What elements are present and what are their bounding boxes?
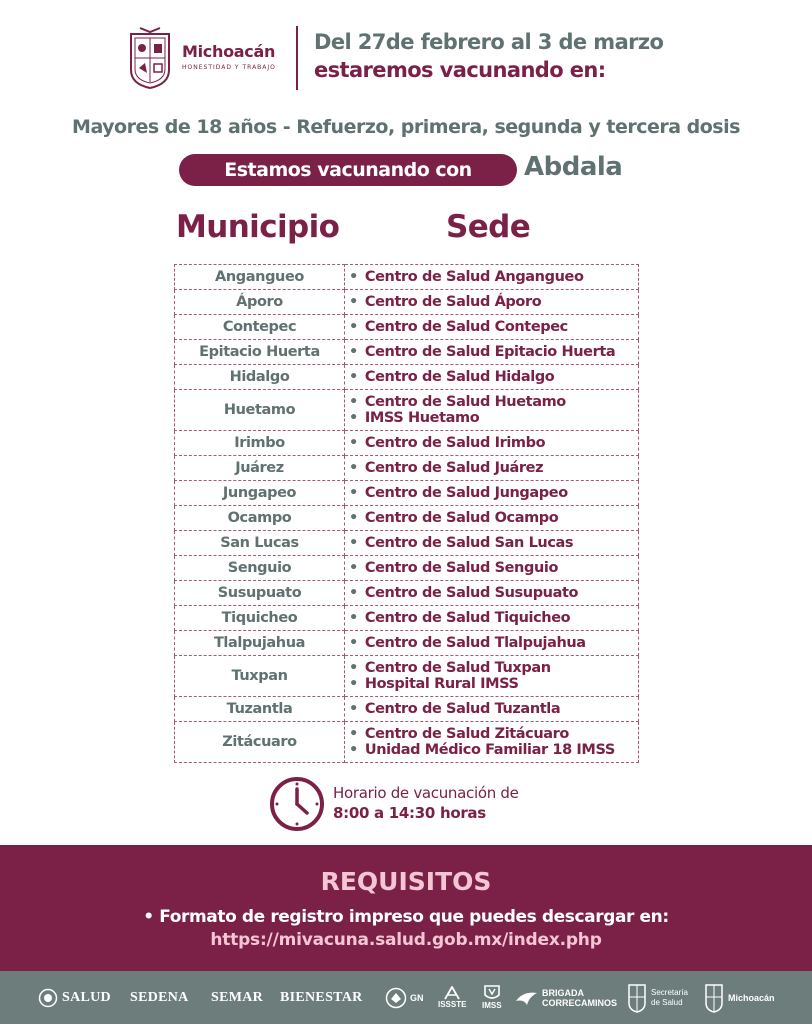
correcaminos-bird-icon: [515, 989, 539, 1007]
sede-cell: [345, 265, 639, 290]
gobierno-michoacan-logo: Michoacán: [704, 971, 775, 1024]
municipio-cell: Tuxpan: [175, 656, 345, 697]
issste-logo: ISSSTE: [438, 971, 466, 1024]
sede-cell: [345, 290, 639, 315]
sedena-logo: SEDENA: [130, 989, 189, 1005]
sede-item: • Centro de Salud Ocampo: [349, 510, 638, 526]
municipio-cell: Zitácuaro: [175, 722, 345, 763]
sede-cell: [345, 431, 639, 456]
imss-emblem-icon: [483, 985, 501, 1001]
table-row: [175, 606, 639, 631]
semar-logo: SEMAR: [211, 989, 264, 1005]
municipio-cell: Tuzantla: [175, 697, 345, 722]
state-motto: HONESTIDAD Y TRABAJO: [182, 64, 276, 71]
table-row: [175, 722, 639, 763]
table-row: [175, 431, 639, 456]
table-row: [175, 290, 639, 315]
municipio-cell: Susupuato: [175, 581, 345, 606]
sede-item: • Centro de Salud San Lucas: [349, 535, 638, 551]
state-name: Michoacán: [182, 42, 276, 61]
gn-logo: GN: [385, 971, 424, 1024]
imss-logo: IMSS: [482, 971, 502, 1024]
sede-cell: [345, 722, 639, 763]
column-header-sede: Sede: [446, 209, 531, 245]
header-divider: [296, 26, 298, 90]
registration-link[interactable]: https://mivacuna.salud.gob.mx/index.php: [210, 930, 602, 950]
sede-cell: [345, 390, 639, 431]
sede-cell: [345, 631, 639, 656]
sede-cell: [345, 481, 639, 506]
sede-cell: [345, 581, 639, 606]
sede-item: • IMSS Huetamo: [349, 410, 638, 426]
sede-item: • Centro de Salud Senguio: [349, 560, 638, 576]
municipio-cell: Hidalgo: [175, 365, 345, 390]
requirements-title: REQUISITOS: [320, 867, 492, 896]
schedule-hours: 8:00 a 14:30 horas: [333, 804, 486, 822]
municipio-cell: Tlalpujahua: [175, 631, 345, 656]
requirements-item: • Formato de registro impreso que puedes descargar en:: [143, 907, 669, 927]
table-row: [175, 456, 639, 481]
table-row: [175, 390, 639, 431]
table-row: [175, 581, 639, 606]
sede-item: • Centro de Salud Irimbo: [349, 435, 638, 451]
sede-item: • Centro de Salud Hidalgo: [349, 369, 638, 385]
headline: estaremos vacunando en:: [314, 58, 606, 82]
table-row: [175, 340, 639, 365]
issste-emblem-icon: [443, 986, 461, 1000]
state-shield-icon: [627, 983, 647, 1013]
sede-item: • Centro de Salud Huetamo: [349, 394, 638, 410]
sede-cell: [345, 506, 639, 531]
municipio-cell: Senguio: [175, 556, 345, 581]
michoacan-shield-icon: [704, 983, 724, 1013]
date-range: Del 27de febrero al 3 de marzo: [314, 30, 664, 54]
audience-text: Mayores de 18 años - Refuerzo, primera, segunda y tercera dosis: [72, 116, 740, 138]
vaccination-sites-table: [174, 264, 639, 763]
sede-cell: [345, 697, 639, 722]
sede-item: • Centro de Salud Tuxpan: [349, 660, 638, 676]
sede-item: • Unidad Médico Familiar 18 IMSS: [349, 742, 638, 758]
municipio-cell: Juárez: [175, 456, 345, 481]
table-row: [175, 365, 639, 390]
sede-item: • Hospital Rural IMSS: [349, 676, 638, 692]
sede-item: • Centro de Salud Susupuato: [349, 585, 638, 601]
column-header-municipio: Municipio: [176, 209, 340, 245]
clock-icon: [268, 775, 326, 833]
sede-cell: [345, 656, 639, 697]
guardia-nacional-emblem-icon: [385, 987, 407, 1009]
sede-item: • Centro de Salud Epitacio Huerta: [349, 344, 638, 360]
bienestar-logo: BIENESTAR: [280, 989, 363, 1005]
sede-item: • Centro de Salud Angangueo: [349, 269, 638, 285]
table-row: [175, 506, 639, 531]
municipio-cell: Contepec: [175, 315, 345, 340]
table-row: [175, 656, 639, 697]
schedule-label: Horario de vacunación de: [333, 784, 519, 802]
sede-cell: [345, 531, 639, 556]
sede-cell: [345, 340, 639, 365]
table-row: [175, 265, 639, 290]
brigada-correcaminos-logo: BRIGADA CORRECAMINOS: [515, 971, 617, 1024]
sede-cell: [345, 606, 639, 631]
michoacan-logo: [128, 26, 288, 92]
municipio-cell: Huetamo: [175, 390, 345, 431]
vaccine-label-pill: Estamos vacunando con: [179, 154, 517, 186]
municipio-cell: Epitacio Huerta: [175, 340, 345, 365]
sede-item: • Centro de Salud Juárez: [349, 460, 638, 476]
coat-of-arms-icon: [128, 26, 172, 90]
sede-item: • Centro de Salud Tuzantla: [349, 701, 638, 717]
sede-item: • Centro de Salud Áporo: [349, 294, 638, 310]
salud-logo: SALUD: [38, 971, 111, 1024]
sede-cell: [345, 365, 639, 390]
sede-item: • Centro de Salud Jungapeo: [349, 485, 638, 501]
table-row: [175, 531, 639, 556]
municipio-cell: Tiquicheo: [175, 606, 345, 631]
sede-cell: [345, 456, 639, 481]
table-row: [175, 631, 639, 656]
municipio-cell: Ocampo: [175, 506, 345, 531]
sede-item: • Centro de Salud Zitácuaro: [349, 726, 638, 742]
vaccine-name: Abdala: [524, 152, 623, 182]
sede-cell: [345, 556, 639, 581]
municipio-cell: San Lucas: [175, 531, 345, 556]
table-row: [175, 315, 639, 340]
sede-item: • Centro de Salud Contepec: [349, 319, 638, 335]
table-row: [175, 697, 639, 722]
salud-emblem-icon: [38, 988, 58, 1008]
sede-item: • Centro de Salud Tiquicheo: [349, 610, 638, 626]
municipio-cell: Áporo: [175, 290, 345, 315]
table-row: [175, 556, 639, 581]
sede-cell: [345, 315, 639, 340]
municipio-cell: Irimbo: [175, 431, 345, 456]
municipio-cell: Jungapeo: [175, 481, 345, 506]
municipio-cell: Angangueo: [175, 265, 345, 290]
secretaria-salud-michoacan-logo: Secretaría de Salud: [627, 971, 688, 1024]
requirements-section: [0, 845, 812, 971]
institutions-footer: [0, 971, 812, 1024]
table-row: [175, 481, 639, 506]
sede-item: • Centro de Salud Tlalpujahua: [349, 635, 638, 651]
